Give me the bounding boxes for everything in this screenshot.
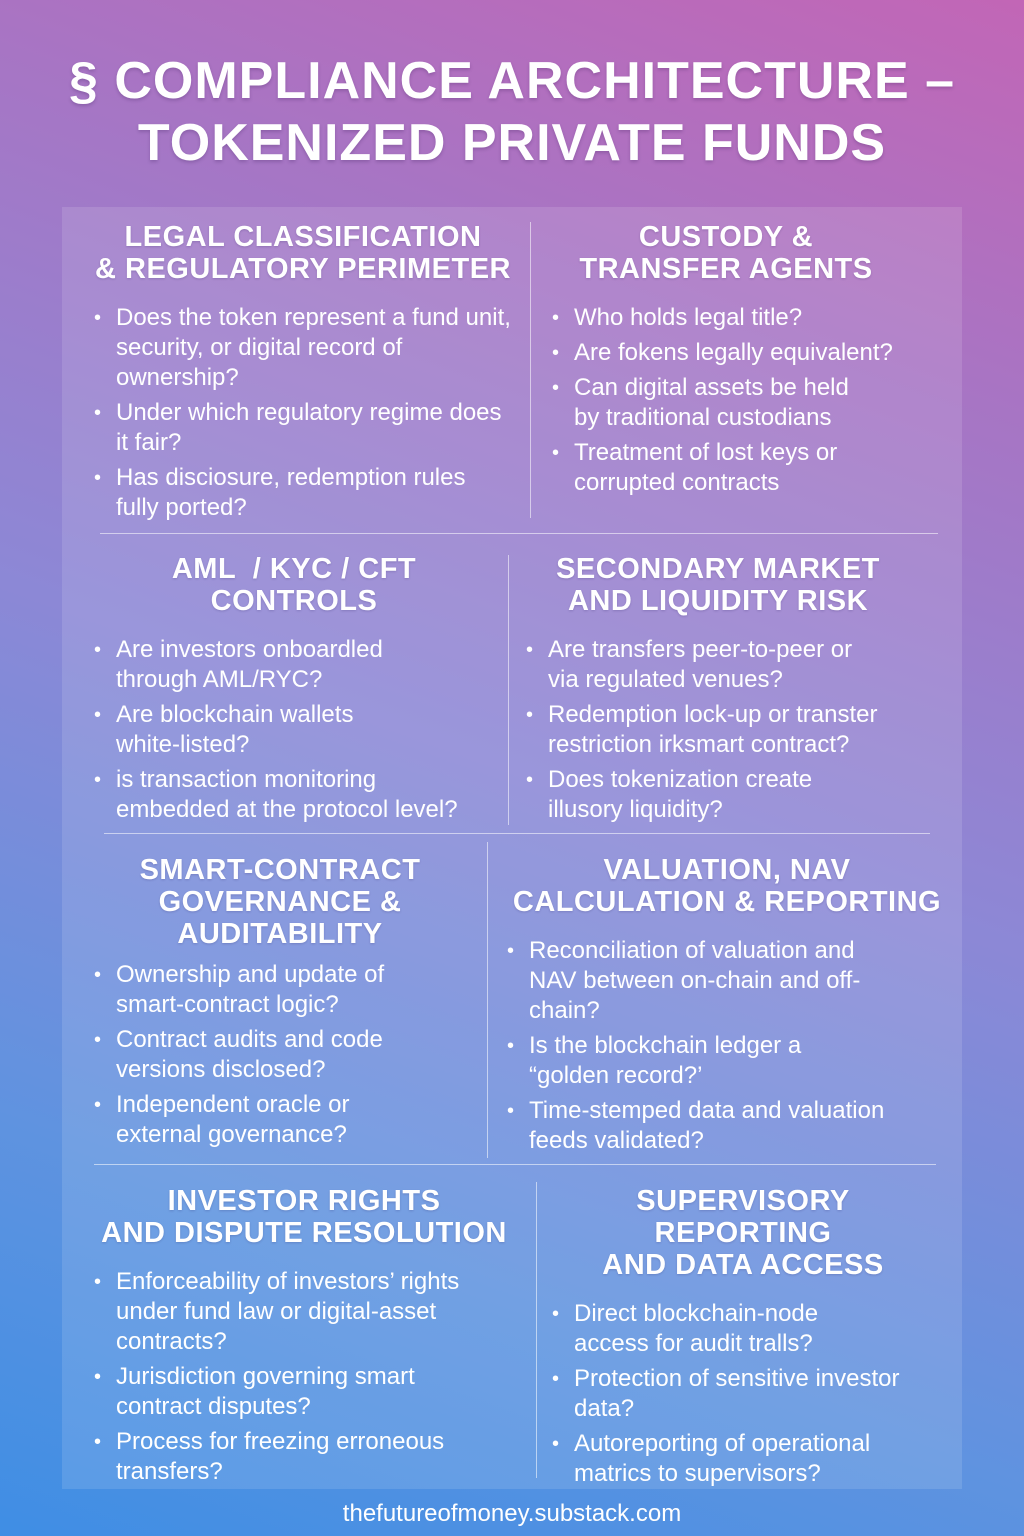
bullet-icon: • [526, 704, 534, 726]
section-heading: LEGAL CLASSIFICATION & REGULATORY PERIMETER [95, 221, 511, 285]
list-item: • Who holds legal title? [552, 304, 803, 331]
divider-horizontal-2 [104, 833, 930, 834]
footer-source-link[interactable]: thefutureofmoney.substack.com [342, 1500, 682, 1527]
section-supervisory-reporting [552, 1185, 934, 1494]
list-item: • Are blockchain wallets white-listed? [94, 701, 354, 758]
bullet-icon: • [94, 1366, 102, 1388]
section-smart-contract-governance [94, 854, 466, 1155]
bullet-icon: • [94, 1029, 102, 1051]
list-item: • Treatment of lost keys or corrupted contracts [552, 439, 838, 496]
bullet-icon: • [94, 639, 102, 661]
list-item: • Does tokenization create illusory liquidity? [526, 766, 813, 823]
bullet-icon: • [552, 1303, 560, 1325]
section-aml-kyc-cft [94, 553, 494, 830]
section-heading: SMART-CONTRACT GOVERNANCE & AUDITABILITY [139, 854, 421, 950]
bullet-icon: • [507, 940, 515, 962]
bullet-icon: • [552, 442, 560, 464]
title-line-2: TOKENIZED PRIVATE FUNDS [137, 114, 887, 172]
question-list [94, 960, 466, 1150]
bullet-icon: • [94, 1431, 102, 1453]
list-item: • Under which regulatory regime does it fair? [94, 399, 502, 456]
section-heading: SECONDARY MARKET AND LIQUIDITY RISK [556, 553, 880, 617]
list-item: • is transaction monitoring embedded at the protocol level? [94, 766, 458, 823]
bullet-icon: • [552, 1433, 560, 1455]
list-item: • Are transfers peer-to-peer or via regulated venues? [526, 636, 853, 693]
bullet-icon: • [94, 1271, 102, 1293]
list-item: • Protection of sensitive investor data? [552, 1365, 900, 1422]
section-heading: CUSTODY & TRANSFER AGENTS [579, 221, 873, 285]
list-item: • Redemption lock-up or transter restriction irksmart contract? [526, 701, 878, 758]
page-title [0, 50, 1024, 174]
list-item: • Contract audits and code versions disclosed? [94, 1026, 383, 1083]
bullet-icon: • [526, 769, 534, 791]
list-item: • Independent oracle or external governance? [94, 1091, 350, 1148]
section-investor-rights-dispute [94, 1185, 514, 1492]
list-item: • Can digital assets be held by traditional custodians [552, 374, 849, 431]
question-list [94, 1267, 514, 1487]
divider-vertical-row4 [536, 1182, 537, 1478]
section-custody-transfer-agents [552, 221, 924, 503]
list-item: • Time-stemped data and valuation feeds validated? [507, 1097, 885, 1154]
divider-vertical-row1 [530, 222, 531, 518]
question-list [552, 303, 924, 498]
question-list [526, 635, 910, 825]
question-list [94, 303, 512, 523]
bullet-icon: • [94, 964, 102, 986]
section-secondary-market-liquidity [526, 553, 910, 830]
section-heading: INVESTOR RIGHTS AND DISPUTE RESOLUTION [101, 1185, 507, 1249]
question-list [552, 1299, 934, 1489]
bullet-icon: • [552, 1368, 560, 1390]
bullet-icon: • [94, 307, 102, 329]
list-item: • Jurisdiction governing smart contract disputes? [94, 1363, 415, 1420]
bullet-icon: • [507, 1100, 515, 1122]
list-item: • Is the blockchain ledger a “golden record?’ [507, 1032, 802, 1089]
list-item: • Does the token represent a fund unit, security, or digital record of ownership? [94, 304, 511, 391]
bullet-icon: • [94, 704, 102, 726]
list-item: • Has disciosure, redemption rules fully ported? [94, 464, 466, 521]
bullet-icon: • [526, 639, 534, 661]
list-item: • Are fokens legally equivalent? [552, 339, 893, 366]
question-list [507, 936, 947, 1156]
section-heading: AML / KYC / CFT CONTROLS [171, 553, 417, 617]
section-valuation-nav-reporting [507, 854, 947, 1161]
list-item: • Are investors onboardled through AML/RYC? [94, 636, 383, 693]
divider-horizontal-3 [94, 1164, 936, 1165]
section-heading: VALUATION, NAV CALCULATION & REPORTING [512, 854, 942, 918]
list-item: • Direct blockchain-node access for audit tralls? [552, 1300, 819, 1357]
list-item: • Process for freezing erroneous transfers? [94, 1428, 445, 1485]
section-heading: SUPERVISORY REPORTING AND DATA ACCESS [602, 1185, 884, 1281]
list-item: • Enforceability of investors’ rights under fund law or digital-asset contracts? [94, 1268, 460, 1355]
bullet-icon: • [94, 467, 102, 489]
bullet-icon: • [552, 342, 560, 364]
question-list [94, 635, 494, 825]
divider-vertical-row3 [487, 842, 488, 1158]
divider-vertical-row2 [508, 555, 509, 825]
bullet-icon: • [94, 769, 102, 791]
bullet-icon: • [94, 1094, 102, 1116]
bullet-icon: • [507, 1035, 515, 1057]
title-line-1: § COMPLIANCE ARCHITECTURE – [68, 52, 955, 110]
list-item: • Reconciliation of valuation and NAV between on-chain and off-chain? [507, 937, 861, 1024]
bullet-icon: • [94, 402, 102, 424]
list-item: • Ownership and update of smart-contract logic? [94, 961, 385, 1018]
list-item: • Autoreporting of operational matrics to supervisors? [552, 1430, 871, 1487]
section-legal-classification [94, 221, 512, 528]
bullet-icon: • [552, 377, 560, 399]
divider-horizontal-1 [100, 533, 938, 534]
bullet-icon: • [552, 307, 560, 329]
